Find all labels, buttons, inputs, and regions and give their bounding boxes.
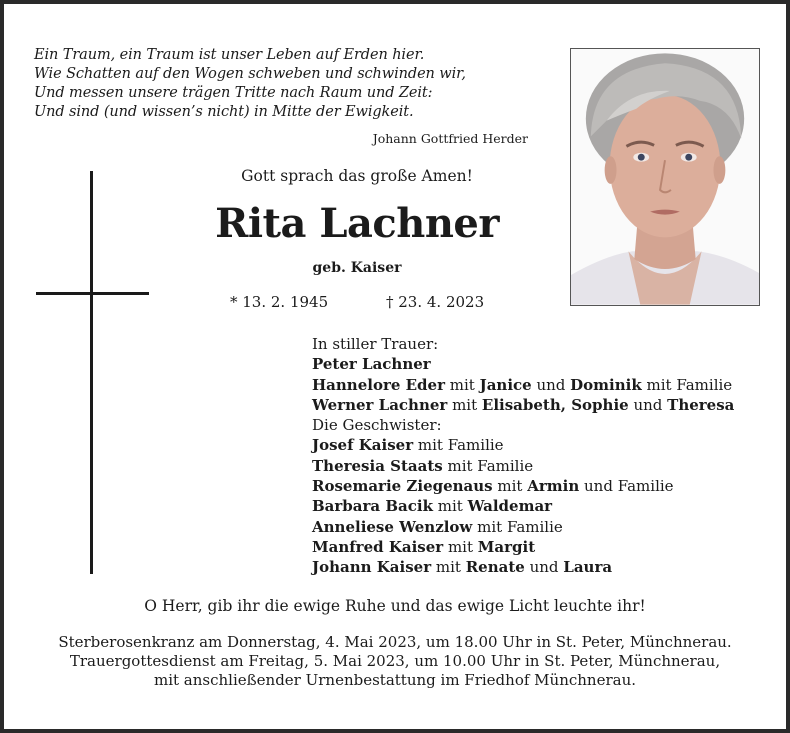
mourner-line	[312, 537, 734, 557]
birth-date: * 13. 2. 1945	[230, 293, 329, 311]
mourner-text: mit	[492, 477, 528, 496]
prayer: O Herr, gib ihr die ewige Ruhe und das ewige Licht leuchte ihr!	[144, 597, 646, 615]
mourner-text: Die Geschwister:	[312, 416, 442, 435]
mourner-name: Janice	[479, 375, 532, 394]
mourner-text: mit	[431, 558, 466, 577]
service-line: mit anschließender Urnenbestattung im Friedhof Münchnerau.	[153, 671, 636, 689]
service-line: Sterberosenkranz am Donnerstag, 4. Mai 2023, um 18.00 Uhr in St. Peter, Münchnerau.	[58, 633, 732, 651]
cross-icon-beam	[36, 292, 149, 295]
mourner-lines	[312, 354, 734, 577]
poem-author: Johann Gottfried Herder	[372, 131, 528, 146]
poem	[34, 46, 466, 122]
mourner-text: mit Familie	[413, 436, 504, 455]
mourner-line	[312, 517, 734, 537]
deceased-name: Rita Lachner	[215, 200, 499, 247]
mourners-list	[312, 334, 734, 578]
mourner-name: Laura	[563, 558, 613, 577]
mourner-name: Rosemarie Ziegenaus	[312, 477, 493, 496]
mourner-text: mit Familie	[472, 517, 563, 536]
mourner-line	[312, 375, 734, 395]
mourner-name: Peter Lachner	[312, 355, 431, 374]
mourner-line	[312, 395, 734, 415]
mourner-name: Renate	[465, 558, 525, 577]
mourner-name: Werner Lachner	[312, 395, 448, 414]
mourner-text: mit	[432, 497, 468, 516]
mourner-line	[312, 456, 734, 476]
birth-name: geb. Kaiser	[312, 260, 402, 276]
mourner-name: Barbara Bacik	[312, 497, 433, 516]
poem-line: Wie Schatten auf den Wogen schweben und schwinden wir,	[34, 66, 466, 82]
poem-line: Ein Traum, ein Traum ist unser Leben auf Erden hier.	[34, 47, 425, 63]
mourner-name: Theresa	[667, 395, 735, 414]
mourner-name: Anneliese Wenzlow	[312, 517, 473, 536]
mourner-name: Josef Kaiser	[312, 436, 414, 455]
mourner-text: und	[531, 375, 571, 394]
mourner-line	[312, 354, 734, 374]
mourner-line	[312, 557, 734, 577]
mourner-text: mit	[445, 375, 480, 394]
intro-line: Gott sprach das große Amen!	[241, 167, 473, 185]
portrait-photo-icon	[571, 49, 759, 305]
mourner-name: Armin	[527, 477, 580, 496]
mourner-text: und	[628, 395, 668, 414]
mourner-name: Johann Kaiser	[312, 558, 432, 577]
mourner-text: mit Familie	[641, 375, 733, 394]
mourner-text: mit Familie	[442, 456, 534, 475]
mourner-text: mit	[447, 395, 482, 414]
mourner-name: Margit	[477, 537, 536, 556]
poem-line: Und sind (und wissen’s nicht) in Mitte der Ewigkeit.	[34, 104, 414, 120]
mourner-name: Waldemar	[467, 497, 553, 516]
mourner-line	[312, 435, 734, 455]
portrait-photo	[570, 48, 760, 306]
mourner-line	[312, 476, 734, 496]
service-info	[34, 633, 756, 690]
mourner-line	[312, 415, 734, 435]
mourner-text: und Familie	[579, 477, 674, 496]
mourner-name: Hannelore Eder	[312, 375, 445, 394]
mourners-intro: In stiller Trauer:	[312, 335, 439, 353]
mourner-name: Dominik	[570, 375, 642, 394]
mourner-name: Manfred Kaiser	[312, 537, 444, 556]
poem-line: Und messen unsere trägen Tritte nach Raum und Zeit:	[34, 85, 433, 101]
mourner-name: Theresia Staats	[312, 456, 443, 475]
mourner-text: und	[524, 558, 564, 577]
mourner-name: Elisabeth, Sophie	[481, 395, 629, 414]
cross-icon	[90, 171, 93, 574]
death-date: † 23. 4. 2023	[386, 293, 485, 311]
mourner-text: mit	[443, 537, 478, 556]
service-line: Trauergottesdienst am Freitag, 5. Mai 2023, um 10.00 Uhr in St. Peter, Münchnerau,	[69, 652, 721, 670]
mourner-line	[312, 496, 734, 516]
